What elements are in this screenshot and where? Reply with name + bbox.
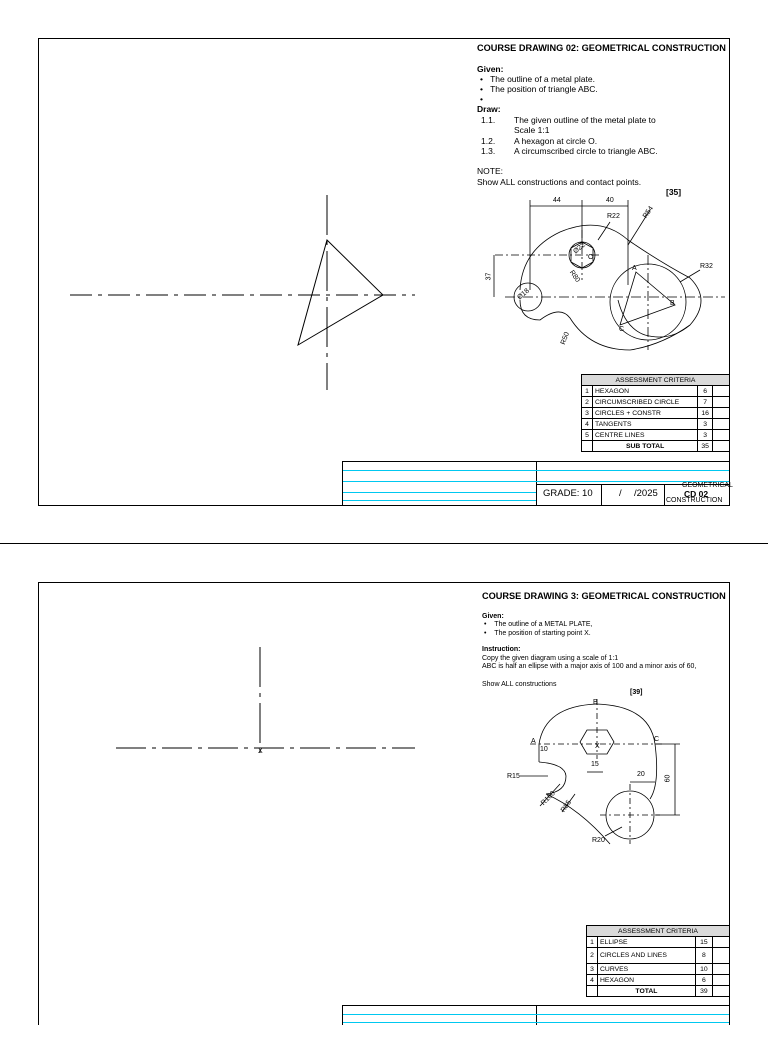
table-row: 3 CIRCLES + CONSTR 16: [582, 408, 730, 419]
drawing-sheet-2: [0, 543, 768, 1053]
table-total-row: SUB TOTAL 35: [582, 441, 730, 452]
dim-label: R100: [539, 790, 557, 807]
dim-label: Ø22: [572, 241, 587, 256]
start-point-x: X: [258, 748, 263, 755]
title-block-line: [343, 1014, 729, 1015]
marks: [35]: [666, 187, 682, 197]
year: /2025: [634, 488, 658, 499]
instruction-line: Copy the given diagram using a scale of 1:1: [482, 655, 619, 662]
table-row: 1 HEXAGON 6: [582, 386, 730, 397]
criteria-heading: ASSESSMENT CRITERIA: [582, 375, 730, 386]
given-item: •: [480, 94, 491, 104]
divider: [664, 484, 665, 506]
table-row: 4 HEXAGON 6: [587, 975, 730, 986]
table-row: 4 TANGENTS 3: [582, 419, 730, 430]
assessment-criteria-table: [586, 925, 730, 997]
point-label: X: [595, 743, 600, 750]
draw-item-text: The given outline of the metal plate to: [514, 115, 656, 125]
point-label: C: [654, 736, 660, 743]
draw-item-num: 1.2.: [481, 136, 496, 146]
sheet-name-top: GEOMETRICAL: [682, 482, 733, 489]
table-row: 5 CENTRE LINES 3: [582, 430, 730, 441]
dim-label: R22: [607, 213, 620, 220]
sheet-name-bottom: CONSTRUCTION: [666, 497, 723, 504]
dim-label: 15: [591, 761, 599, 768]
title-block-line: [343, 492, 536, 493]
note-heading: NOTE:: [477, 166, 503, 176]
page-title: COURSE DRAWING 3: GEOMETRICAL CONSTRUCTION: [482, 591, 726, 601]
table-total-row: TOTAL 39: [587, 986, 730, 997]
title-block-line: [343, 470, 729, 471]
page-title: COURSE DRAWING 02: GEOMETRICAL CONSTRUCTION: [477, 43, 726, 53]
point-label: A: [531, 738, 536, 745]
divider: [601, 484, 602, 506]
dim-label: 37: [485, 272, 493, 281]
given-item: • The position of starting point X.: [484, 630, 591, 637]
draw-heading: Draw:: [477, 104, 501, 114]
draw-item-text: A circumscribed circle to triangle ABC.: [514, 146, 658, 156]
dim-label: 44: [553, 197, 561, 204]
point-label: B: [670, 300, 675, 307]
table-row: 3 CURVES 10: [587, 964, 730, 975]
assessment-criteria-table: [581, 374, 730, 452]
note-text: Show ALL constructions and contact points.: [477, 177, 642, 187]
draw-item-text: Scale 1:1: [514, 125, 550, 135]
point-label: C: [619, 326, 625, 333]
title-block-line: [343, 500, 536, 501]
title-block-line: [343, 481, 729, 482]
dim-label: R50: [559, 331, 571, 346]
draw-item-num: 1.1.: [481, 115, 496, 125]
given-heading: Given:: [482, 613, 504, 620]
instruction-heading: Instruction:: [482, 646, 521, 653]
grade-label: GRADE: 10: [543, 488, 593, 499]
draw-item-num: 1.3.: [481, 146, 496, 156]
instruction-line: ABC is half an ellipse with a major axis of 100 and a minor axis of 60,: [482, 663, 697, 670]
dim-label: R80: [567, 269, 581, 284]
point-label: B: [593, 699, 598, 706]
drawing-code: CD 02: [684, 489, 709, 499]
dim-label: R85: [559, 799, 573, 814]
marks: [39]: [630, 689, 643, 696]
dim-label: 20: [637, 771, 645, 778]
given-item: • The outline of a metal plate.: [480, 74, 595, 84]
given-item: • The outline of a METAL PLATE,: [484, 621, 593, 628]
point-label: O: [588, 254, 594, 261]
date-slash: /: [619, 488, 622, 499]
table-row: 1 ELLIPSE 15: [587, 937, 730, 948]
dim-label: R54: [641, 205, 655, 220]
criteria-heading: ASSESSMENT CRITERIA: [587, 926, 730, 937]
show-text: Show ALL constructions: [482, 681, 557, 688]
dim-label: 60: [664, 774, 672, 783]
dim-label: 10: [540, 746, 548, 753]
dim-label: R20: [592, 837, 605, 844]
given-item: • The position of triangle ABC.: [480, 84, 598, 94]
dim-label: R32: [700, 263, 713, 270]
draw-item-text: A hexagon at circle O.: [514, 136, 598, 146]
given-heading: Given:: [477, 64, 504, 74]
title-block-line: [343, 1022, 729, 1023]
dim-label: 40: [606, 197, 614, 204]
point-label: A: [632, 265, 637, 272]
table-row: 2 CIRCUMSCRIBED CIRCLE 7: [582, 397, 730, 408]
table-row: 2 CIRCLES AND LINES 8: [587, 948, 730, 964]
dim-label: R15: [507, 773, 520, 780]
drawing-sheet-1: [0, 0, 768, 510]
dim-label: Ø18: [516, 287, 531, 302]
